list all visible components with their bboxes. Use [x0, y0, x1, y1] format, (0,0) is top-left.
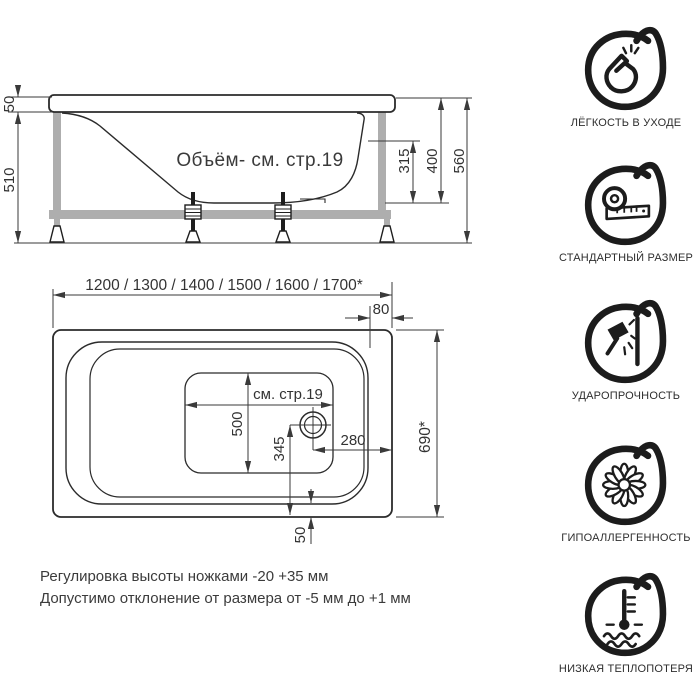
leg-corner-left	[50, 226, 64, 242]
dim-total-label: 560	[451, 148, 468, 174]
side-view-drawing	[0, 83, 492, 255]
feature-impact-resistance	[552, 297, 700, 402]
feature-easy-care	[552, 24, 700, 129]
leg-corner-right	[380, 226, 394, 242]
footnote-tolerance: Допустимо отклонение от размера от -5 мм до +1 мм	[40, 589, 411, 607]
top-view-drawing	[28, 268, 460, 560]
dim-apron-label: 50	[292, 526, 309, 544]
dim-width-label: 690*	[417, 421, 434, 453]
dim-under-label: 510	[1, 167, 18, 193]
droplet-outline	[588, 30, 663, 107]
snap-fingers-icon	[582, 24, 670, 114]
flower-icon	[582, 439, 670, 529]
feature-standard-size	[552, 159, 700, 264]
dim-drain-to-side-label: 345	[271, 436, 288, 462]
tub-outer-edge	[53, 330, 392, 517]
dim-edge-label: 80	[372, 301, 390, 318]
thermometer-icon	[582, 570, 670, 660]
leg-center-right	[275, 192, 291, 242]
footnotes	[40, 566, 510, 610]
footnote-leg-adjustment: Регулировка высоты ножками -20 +35 мм	[40, 568, 329, 585]
hammer-impact-icon	[582, 297, 670, 387]
dim-depth-label: 315	[396, 148, 413, 174]
dim-drain-to-end-label: 280	[340, 432, 366, 449]
feature-label: УДАРОПРОЧНОСТЬ	[571, 390, 681, 402]
feature-list	[552, 0, 700, 700]
feature-label: ЛЁГКОСТЬ В УХОДЕ	[570, 117, 682, 129]
volume-note: Объём- см. стр.19	[176, 150, 344, 171]
tub-rim-side	[49, 95, 395, 112]
droplet-outline	[588, 303, 663, 380]
length-options-label: 1200 / 1300 / 1400 / 1500 / 1600 / 1700*	[85, 277, 363, 294]
feature-label: ГИПОАЛЛЕРГЕННОСТЬ	[561, 532, 691, 544]
dim-height-rim-label: 400	[424, 148, 441, 174]
dim-bottom-width-label: 500	[229, 411, 246, 437]
bottom-note-label: см. стр.19	[253, 386, 323, 403]
leg-center-left	[185, 192, 201, 242]
measuring-tape-icon	[582, 159, 670, 249]
feature-low-heat-loss	[552, 570, 700, 675]
feature-label: НИЗКАЯ ТЕПЛОПОТЕРЯ	[558, 663, 694, 675]
feature-label: СТАНДАРТНЫЙ РАЗМЕР	[558, 252, 694, 264]
dim-rim-label: 50	[1, 95, 18, 113]
feature-hypoallergenic	[552, 439, 700, 544]
